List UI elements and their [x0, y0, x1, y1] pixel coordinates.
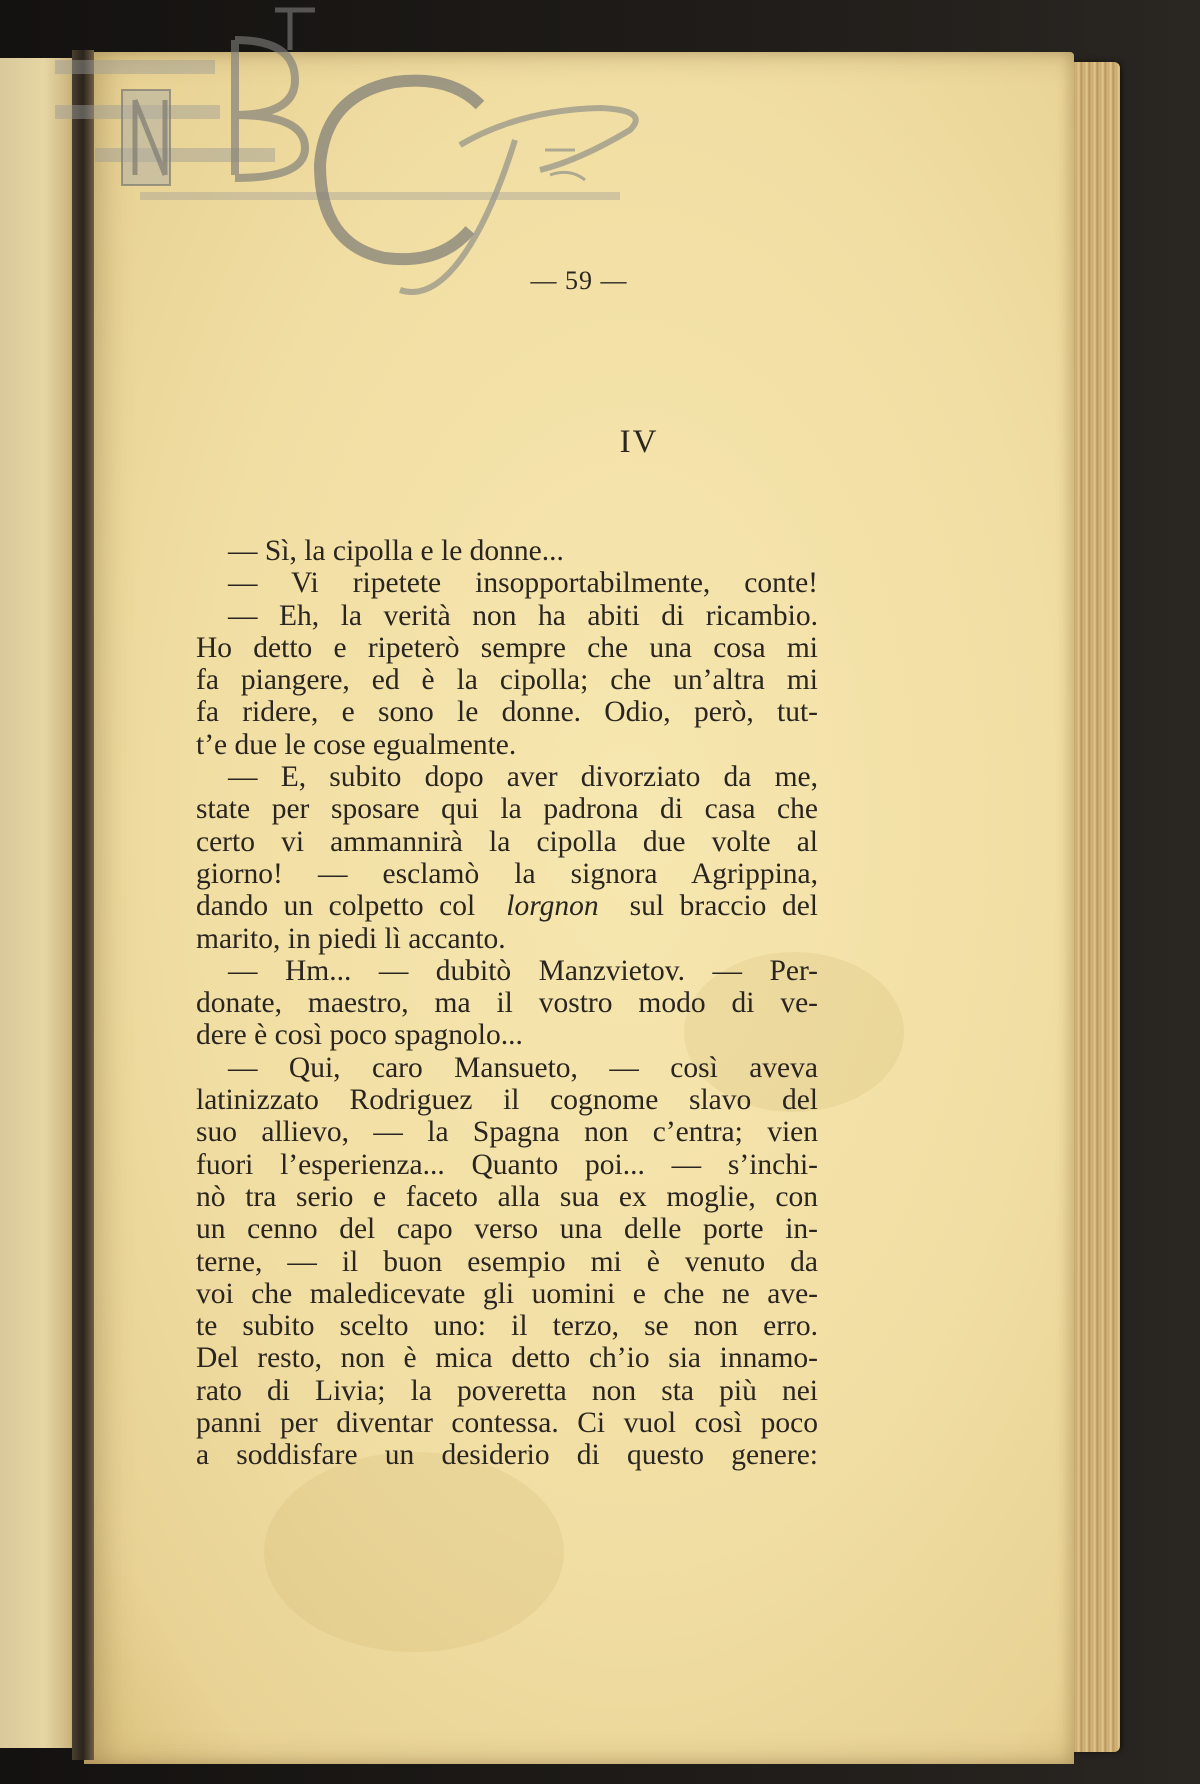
text-line: Del resto, non è mica detto ch’io sia innamo- — [196, 1342, 818, 1375]
chapter-heading: IV — [619, 424, 659, 460]
text-line: marito, in piedi lì accanto. — [196, 922, 506, 955]
text-line: latinizzato Rodriguez il cognome slavo del — [196, 1084, 818, 1117]
text-line: dere è così poco spagnolo... — [196, 1019, 523, 1052]
italic-term: lorgnon — [506, 890, 599, 923]
text-line — [196, 890, 818, 922]
text-line: terne, — il buon esempio mi è venuto da — [196, 1245, 818, 1278]
text-line: — Sì, la cipolla e le donne... — [228, 535, 564, 567]
paper-stain — [264, 1452, 564, 1652]
text-segment: sul braccio del — [614, 890, 818, 923]
text-line: giorno! — esclamò la signora Agrippina, — [196, 857, 818, 890]
text-line: rato di Livia; la poveretta non sta più nei — [196, 1374, 818, 1407]
text-line: donate, maestro, ma il vostro modo di ve- — [196, 987, 818, 1020]
page-number: — 59 — — [530, 266, 628, 295]
text-segment: dando un colpetto col — [196, 890, 491, 923]
text-line: state per sposare qui la padrona di casa che — [196, 793, 818, 826]
text-line: — E, subito dopo aver divorziato da me, — [228, 761, 818, 794]
text-line: voi che maledicevate gli uomini e che ne ave- — [196, 1277, 818, 1310]
text-line: fa piangere, ed è la cipolla; che un’altra mi — [196, 664, 818, 697]
text-line: te subito scelto uno: il terzo, se non erro. — [196, 1310, 818, 1343]
text-line: — Vi ripetete insopportabilmente, conte! — [228, 567, 818, 600]
text-line: Ho detto e ripeterò sempre che una cosa mi — [196, 631, 818, 664]
text-line: certo vi ammannirà la cipolla due volte al — [196, 825, 818, 858]
text-line: nò tra serio e faceto alla sua ex moglie, con — [196, 1180, 818, 1213]
text-line: — Qui, caro Mansueto, — così aveva — [228, 1051, 818, 1084]
text-line: — Eh, la verità non ha abiti di ricambio. — [228, 599, 818, 632]
text-line: suo allievo, — la Spagna non c’entra; vien — [196, 1116, 818, 1149]
text-line: fa ridere, e sono le donne. Odio, però, tut- — [196, 696, 818, 729]
library-watermark-logo — [40, 0, 720, 340]
text-line: panni per diventar contessa. Ci vuol così poco — [196, 1407, 818, 1440]
text-line: fuori l’esperienza... Quanto poi... — s’inchi- — [196, 1148, 818, 1181]
body-text — [196, 535, 818, 1472]
text-line: — Hm... — dubitò Manzvietov. — Per- — [228, 954, 818, 987]
text-line: a soddisfare un desiderio di questo genere: — [196, 1439, 818, 1472]
text-line: un cenno del capo verso una delle porte in- — [196, 1213, 818, 1246]
text-line: t’e due le cose egualmente. — [196, 728, 517, 761]
